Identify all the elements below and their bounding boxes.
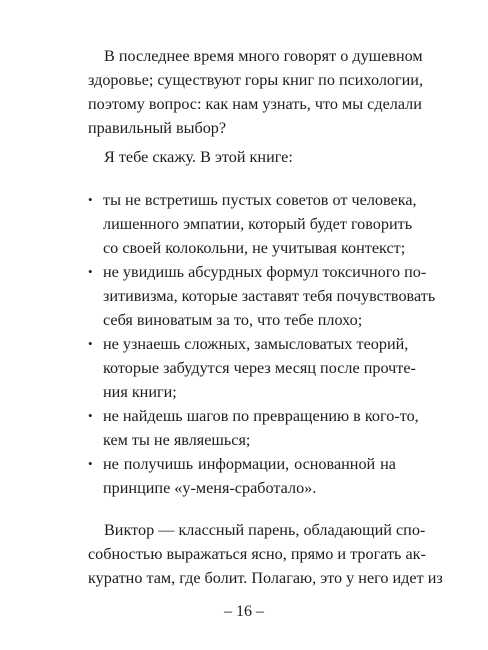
paragraph-1-line-2: здоровье; существуют горы книг по психологии, (88, 71, 424, 89)
bullet-2-line-3: себя виноватым за то, что тебе плохо; (103, 311, 363, 329)
bullet-marker: • (88, 336, 93, 351)
bullet-1-line-2: лишенного эмпатии, который будет говорить (103, 215, 413, 233)
bullet-marker: • (88, 192, 93, 207)
bullet-marker: • (88, 456, 93, 471)
bullet-2-line-2: зитивизма, которые заставят тебя почувствовать (103, 287, 436, 305)
paragraph-2: Я тебе скажу. В этой книге: (104, 148, 293, 166)
bullet-3-line-1: не узнаешь сложных, замысловатых теорий, (103, 335, 409, 353)
bullet-4-line-2: кем ты не являешься; (103, 431, 251, 449)
bullet-3-line-3: ния книги; (103, 383, 177, 401)
bullet-3-line-2: которые забудутся через месяц после прочте- (103, 359, 416, 377)
bullet-5-line-2: принципе «у-меня-сработало». (103, 479, 317, 497)
bullet-2-line-1: не увидишь абсурдных формул токсичного по- (103, 263, 427, 281)
bullet-4-line-1: не найдешь шагов по превращению в кого-то, (103, 407, 419, 425)
bullet-1-line-1: ты не встретишь пустых советов от человека, (103, 191, 417, 209)
paragraph-1-line-3: поэтому вопрос: как нам узнать, что мы сделали (88, 95, 422, 113)
paragraph-1-line-4: правильный выбор? (88, 119, 227, 137)
bullet-1-line-3: со своей колокольни, не учитывая контекст; (103, 239, 406, 257)
paragraph-1-line-1: В последнее время много говорят о душевном (104, 47, 423, 65)
bullet-marker: • (88, 408, 93, 423)
page-number: – 16 – (224, 603, 264, 620)
paragraph-3-line-3: куратно там, где болит. Полагаю, это у него идет из (88, 569, 443, 587)
bullet-5-line-1: не получишь информации, основанной на (103, 455, 396, 473)
bullet-marker: • (88, 264, 93, 279)
paragraph-3-line-2: собностью выражаться ясно, прямо и трогать ак- (88, 545, 426, 563)
paragraph-3-line-1: Виктор — классный парень, обладающий спо- (104, 521, 426, 539)
